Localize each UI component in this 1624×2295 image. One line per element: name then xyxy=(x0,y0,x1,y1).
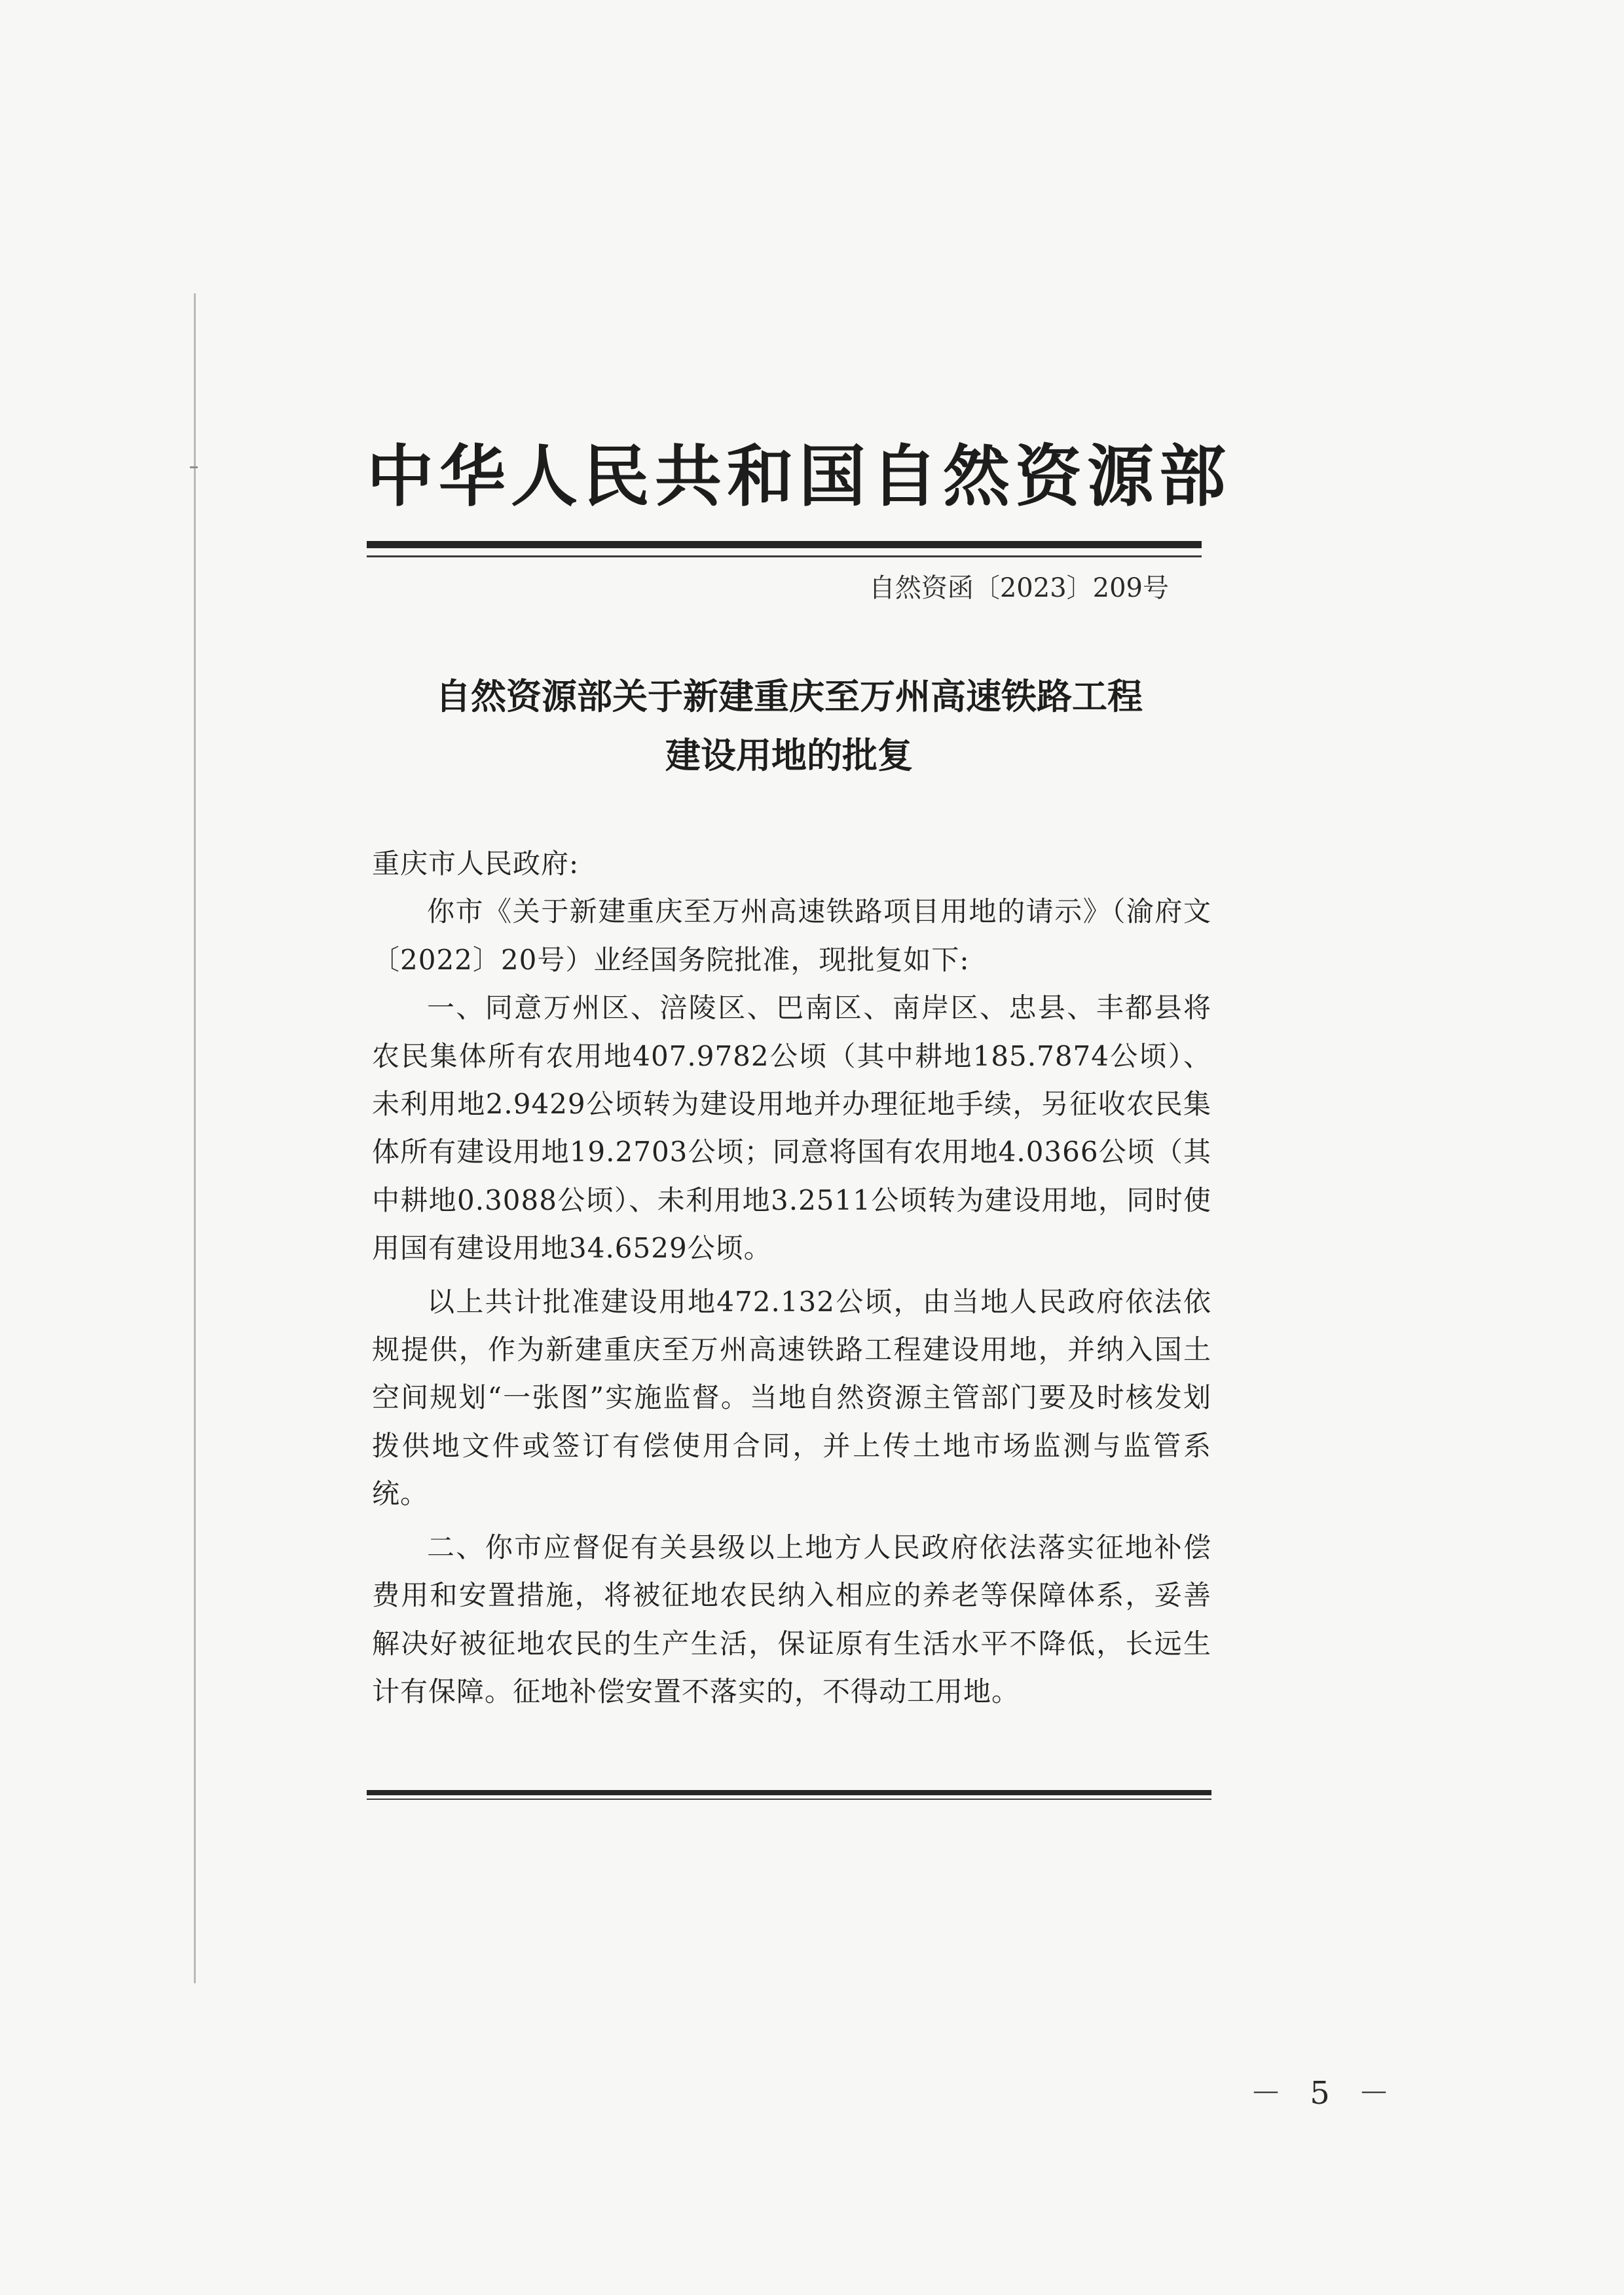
letterhead-rule-thick xyxy=(367,541,1202,548)
letterhead-organization: 中华人民共和国自然资源部 xyxy=(367,438,1231,516)
body-paragraph-item-2: 二、你市应督促有关县级以上地方人民政府依法落实征地补偿费用和安置措施，将被征地农民纳入相应的养老等保障体系，妥善解决好被征地农民的生产生活，保证原有生活水平不降低，长远生计有保障。征地补偿安置不落实的，不得动工用地。 xyxy=(372,1531,1211,1707)
body-paragraph-item-1: 一、同意万州区、涪陵区、巴南区、南岸区、忠县、丰都县将农民集体所有农用地407.9782公顷（其中耕地185.7874公顷）、未利用地2.9429公顷转为建设用地并办理征地手续，另征收农民集体所有建设用地19.2703公顷；同意将国有农用地4.0366公顷（其中耕地0.3088公顷）、未利用地3.2511公顷转为建设用地，同时使用国有建设用地34.6529公顷。 xyxy=(372,992,1211,1265)
document-title-line-2: 建设用地的批复 xyxy=(665,734,913,776)
body-paragraph-intro: 你市《关于新建重庆至万州高速铁路项目用地的请示》（渝府文〔2022〕20号）业经国务院批准，现批复如下: xyxy=(372,895,1211,976)
document-title-line-1: 自然资源部关于新建重庆至万州高速铁路工程 xyxy=(435,675,1143,717)
closing-rule-thin xyxy=(367,1799,1211,1800)
closing-rule-thick xyxy=(367,1790,1211,1795)
document-title xyxy=(367,667,1211,785)
document-number: 自然资函〔2023〕209号 xyxy=(868,573,1169,603)
letter-body xyxy=(372,840,1211,1715)
binding-margin-tick xyxy=(190,466,198,468)
addressee: 重庆市人民政府: xyxy=(372,848,580,880)
body-paragraph-summary: 以上共计批准建设用地472.132公顷，由当地人民政府依法依规提供，作为新建重庆至万州高速铁路工程建设用地，并纳入国土空间规划“一张图”实施监督。当地自然资源主管部门要及时核发划拨供地文件或签订有偿使用合同，并上传土地市场监测与监管系统。 xyxy=(372,1285,1211,1510)
letterhead-rule-thin xyxy=(367,555,1202,557)
binding-margin-line xyxy=(194,293,196,1983)
page-number: － 5 － xyxy=(1249,2075,1399,2112)
